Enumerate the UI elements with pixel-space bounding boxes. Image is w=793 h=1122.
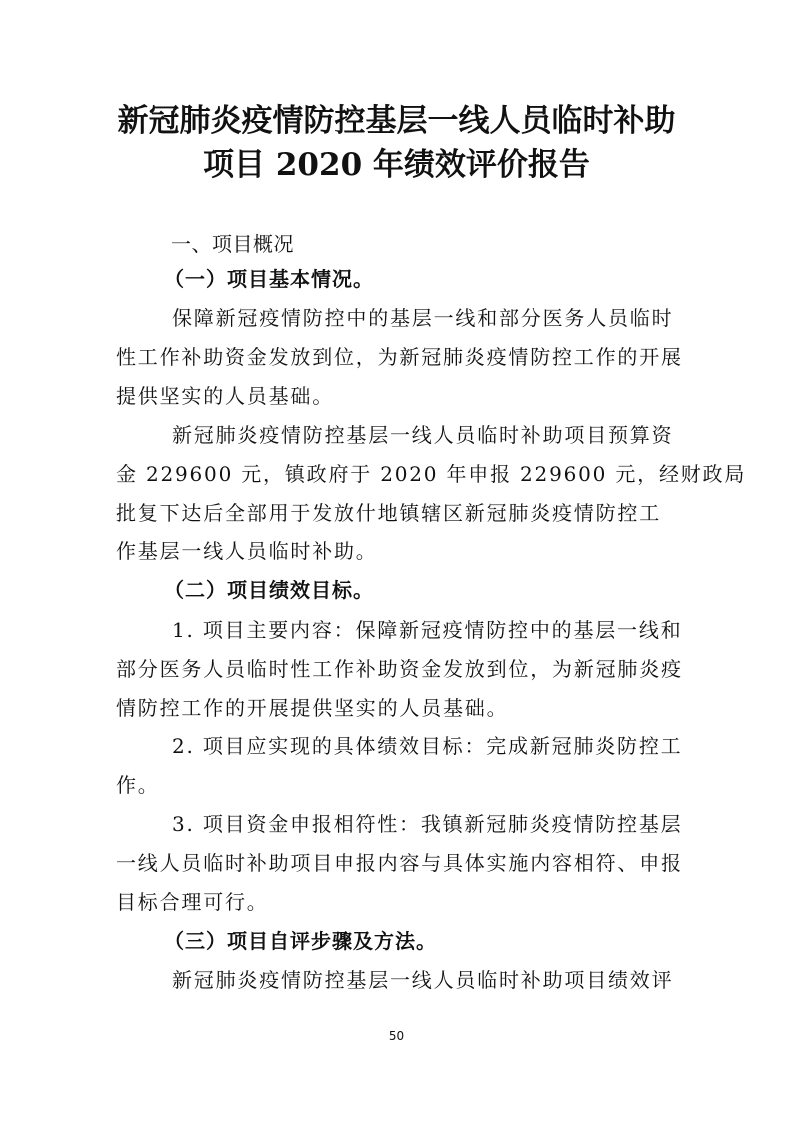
list-item-line: 情防控工作的开展提供坚实的人员基础。 xyxy=(116,696,509,720)
subsection-heading-basic-info: （一）项目基本情况。 xyxy=(164,267,374,291)
list-item-line: 1. 项目主要内容：保障新冠疫情防控中的基层一线和 xyxy=(172,618,683,642)
section-heading-project-overview: 一、项目概况 xyxy=(171,232,294,256)
paragraph-line: 新冠肺炎疫情防控基层一线人员临时补助项目绩效评 xyxy=(172,968,674,992)
list-item-line: 作。 xyxy=(116,773,160,797)
list-item-line: 一线人员临时补助项目申报内容与具体实施内容相符、申报 xyxy=(116,851,683,875)
paragraph-line: 保障新冠疫情防控中的基层一线和部分医务人员临时 xyxy=(172,306,674,330)
list-item-line: 3. 项目资金申报相符性：我镇新冠肺炎疫情防控基层 xyxy=(172,812,683,836)
paragraph-line: 提供坚实的人员基础。 xyxy=(116,384,334,408)
subsection-heading-performance-goals: （二）项目绩效目标。 xyxy=(164,578,374,602)
paragraph-line: 新冠肺炎疫情防控基层一线人员临时补助项目预算资 xyxy=(172,423,674,447)
list-item-line: 目标合理可行。 xyxy=(116,890,269,914)
paragraph-line: 金 229600 元，镇政府于 2020 年申报 229600 元，经财政局 xyxy=(116,462,747,486)
document-title-line-2: 项目 2020 年绩效评价报告 xyxy=(203,147,590,183)
paragraph-line: 批复下达后全部用于发放什地镇辖区新冠肺炎疫情防控工 xyxy=(116,501,661,525)
document-title-line-1: 新冠肺炎疫情防控基层一线人员临时补助 xyxy=(117,103,676,139)
page-number: 50 xyxy=(388,1029,405,1043)
list-item-line: 部分医务人员临时性工作补助资金发放到位，为新冠肺炎疫 xyxy=(116,657,683,681)
subsection-heading-self-evaluation: （三）项目自评步骤及方法。 xyxy=(164,929,437,953)
paragraph-line: 性工作补助资金发放到位，为新冠肺炎疫情防控工作的开展 xyxy=(116,345,683,369)
list-item-line: 2. 项目应实现的具体绩效目标：完成新冠肺炎防控工 xyxy=(172,734,683,758)
paragraph-line: 作基层一线人员临时补助。 xyxy=(116,539,378,563)
